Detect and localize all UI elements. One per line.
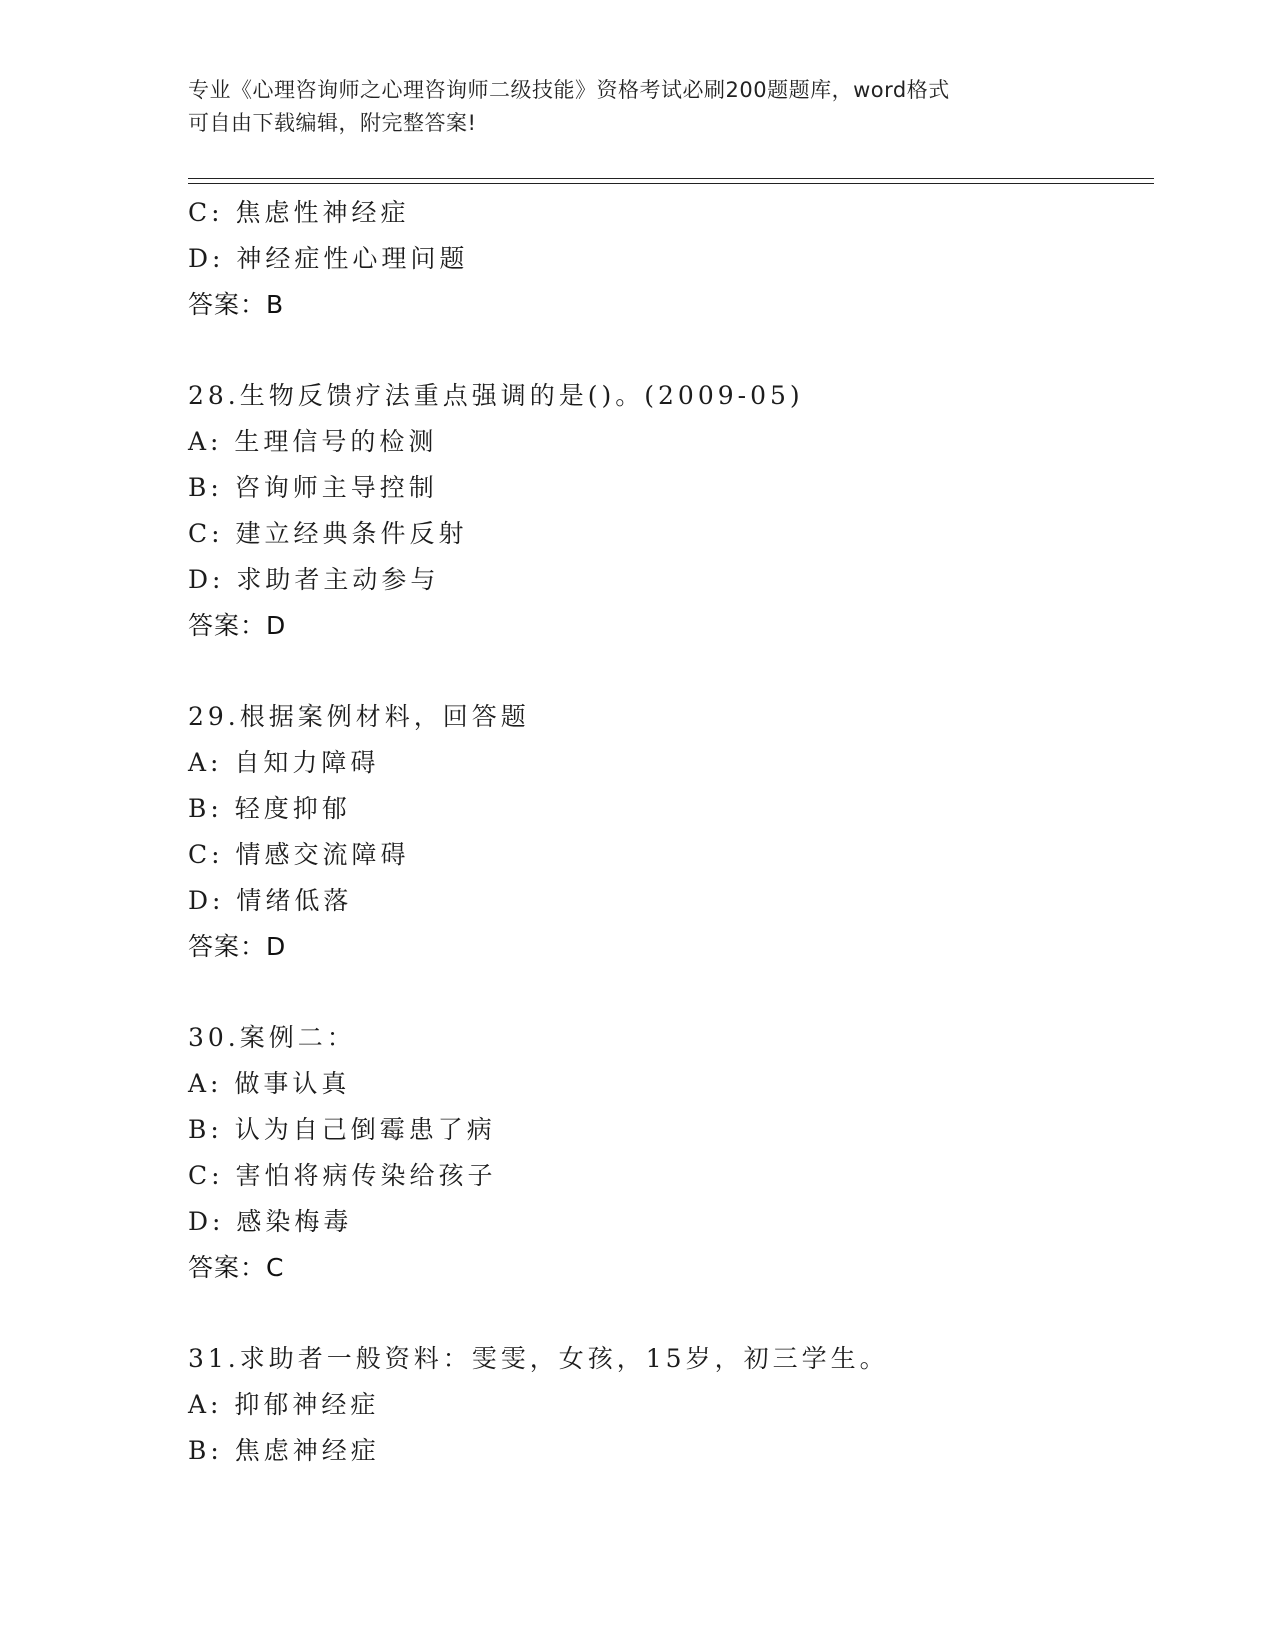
spacer (188, 970, 1148, 1015)
header-title-line-1: 专业《心理咨询师之心理咨询师二级技能》资格考试必刷200题题库，word格式 (188, 78, 950, 102)
option-b: B: 认为自己倒霉患了病 (188, 1115, 496, 1144)
question-list (188, 190, 1148, 1474)
spacer (188, 328, 1148, 373)
question-block-29 (188, 694, 1148, 970)
option-c: C: 害怕将病传染给孩子 (188, 1161, 497, 1190)
spacer (188, 1291, 1148, 1336)
header-divider-bottom (188, 183, 1154, 184)
question-text: 31.求助者一般资料：雯雯，女孩，15岁，初三学生。 (188, 1344, 889, 1373)
question-block-27 (188, 190, 1148, 328)
question-block-30 (188, 1015, 1148, 1291)
option-b: B: 轻度抑郁 (188, 794, 351, 823)
option-a: A: 生理信号的检测 (188, 427, 438, 456)
answer-line: 答案：C (188, 1253, 285, 1282)
document-header (188, 74, 1088, 140)
question-block-28 (188, 373, 1148, 649)
option-b: B: 咨询师主导控制 (188, 473, 438, 502)
option-d: D: 情绪低落 (188, 886, 353, 915)
answer-line: 答案：D (188, 932, 287, 961)
question-text: 29.根据案例材料，回答题 (188, 702, 530, 731)
option-d: D: 求助者主动参与 (188, 565, 440, 594)
spacer (188, 649, 1148, 694)
question-text: 28.生物反馈疗法重点强调的是()。(2009-05) (188, 381, 804, 410)
option-a: A: 抑郁神经症 (188, 1390, 380, 1419)
option-c: C: 焦虑性神经症 (188, 198, 410, 227)
option-d: D: 神经症性心理问题 (188, 244, 469, 273)
answer-line: 答案：D (188, 611, 287, 640)
header-title-line-2: 可自由下载编辑，附完整答案! (188, 111, 477, 135)
option-c: C: 情感交流障碍 (188, 840, 410, 869)
option-a: A: 自知力障碍 (188, 748, 380, 777)
option-b: B: 焦虑神经症 (188, 1436, 380, 1465)
option-c: C: 建立经典条件反射 (188, 519, 468, 548)
option-d: D: 感染梅毒 (188, 1207, 353, 1236)
header-divider-top (188, 178, 1154, 179)
option-a: A: 做事认真 (188, 1069, 351, 1098)
question-block-31 (188, 1336, 1148, 1474)
question-text: 30.案例二： (188, 1023, 356, 1052)
answer-line: 答案：B (188, 290, 285, 319)
